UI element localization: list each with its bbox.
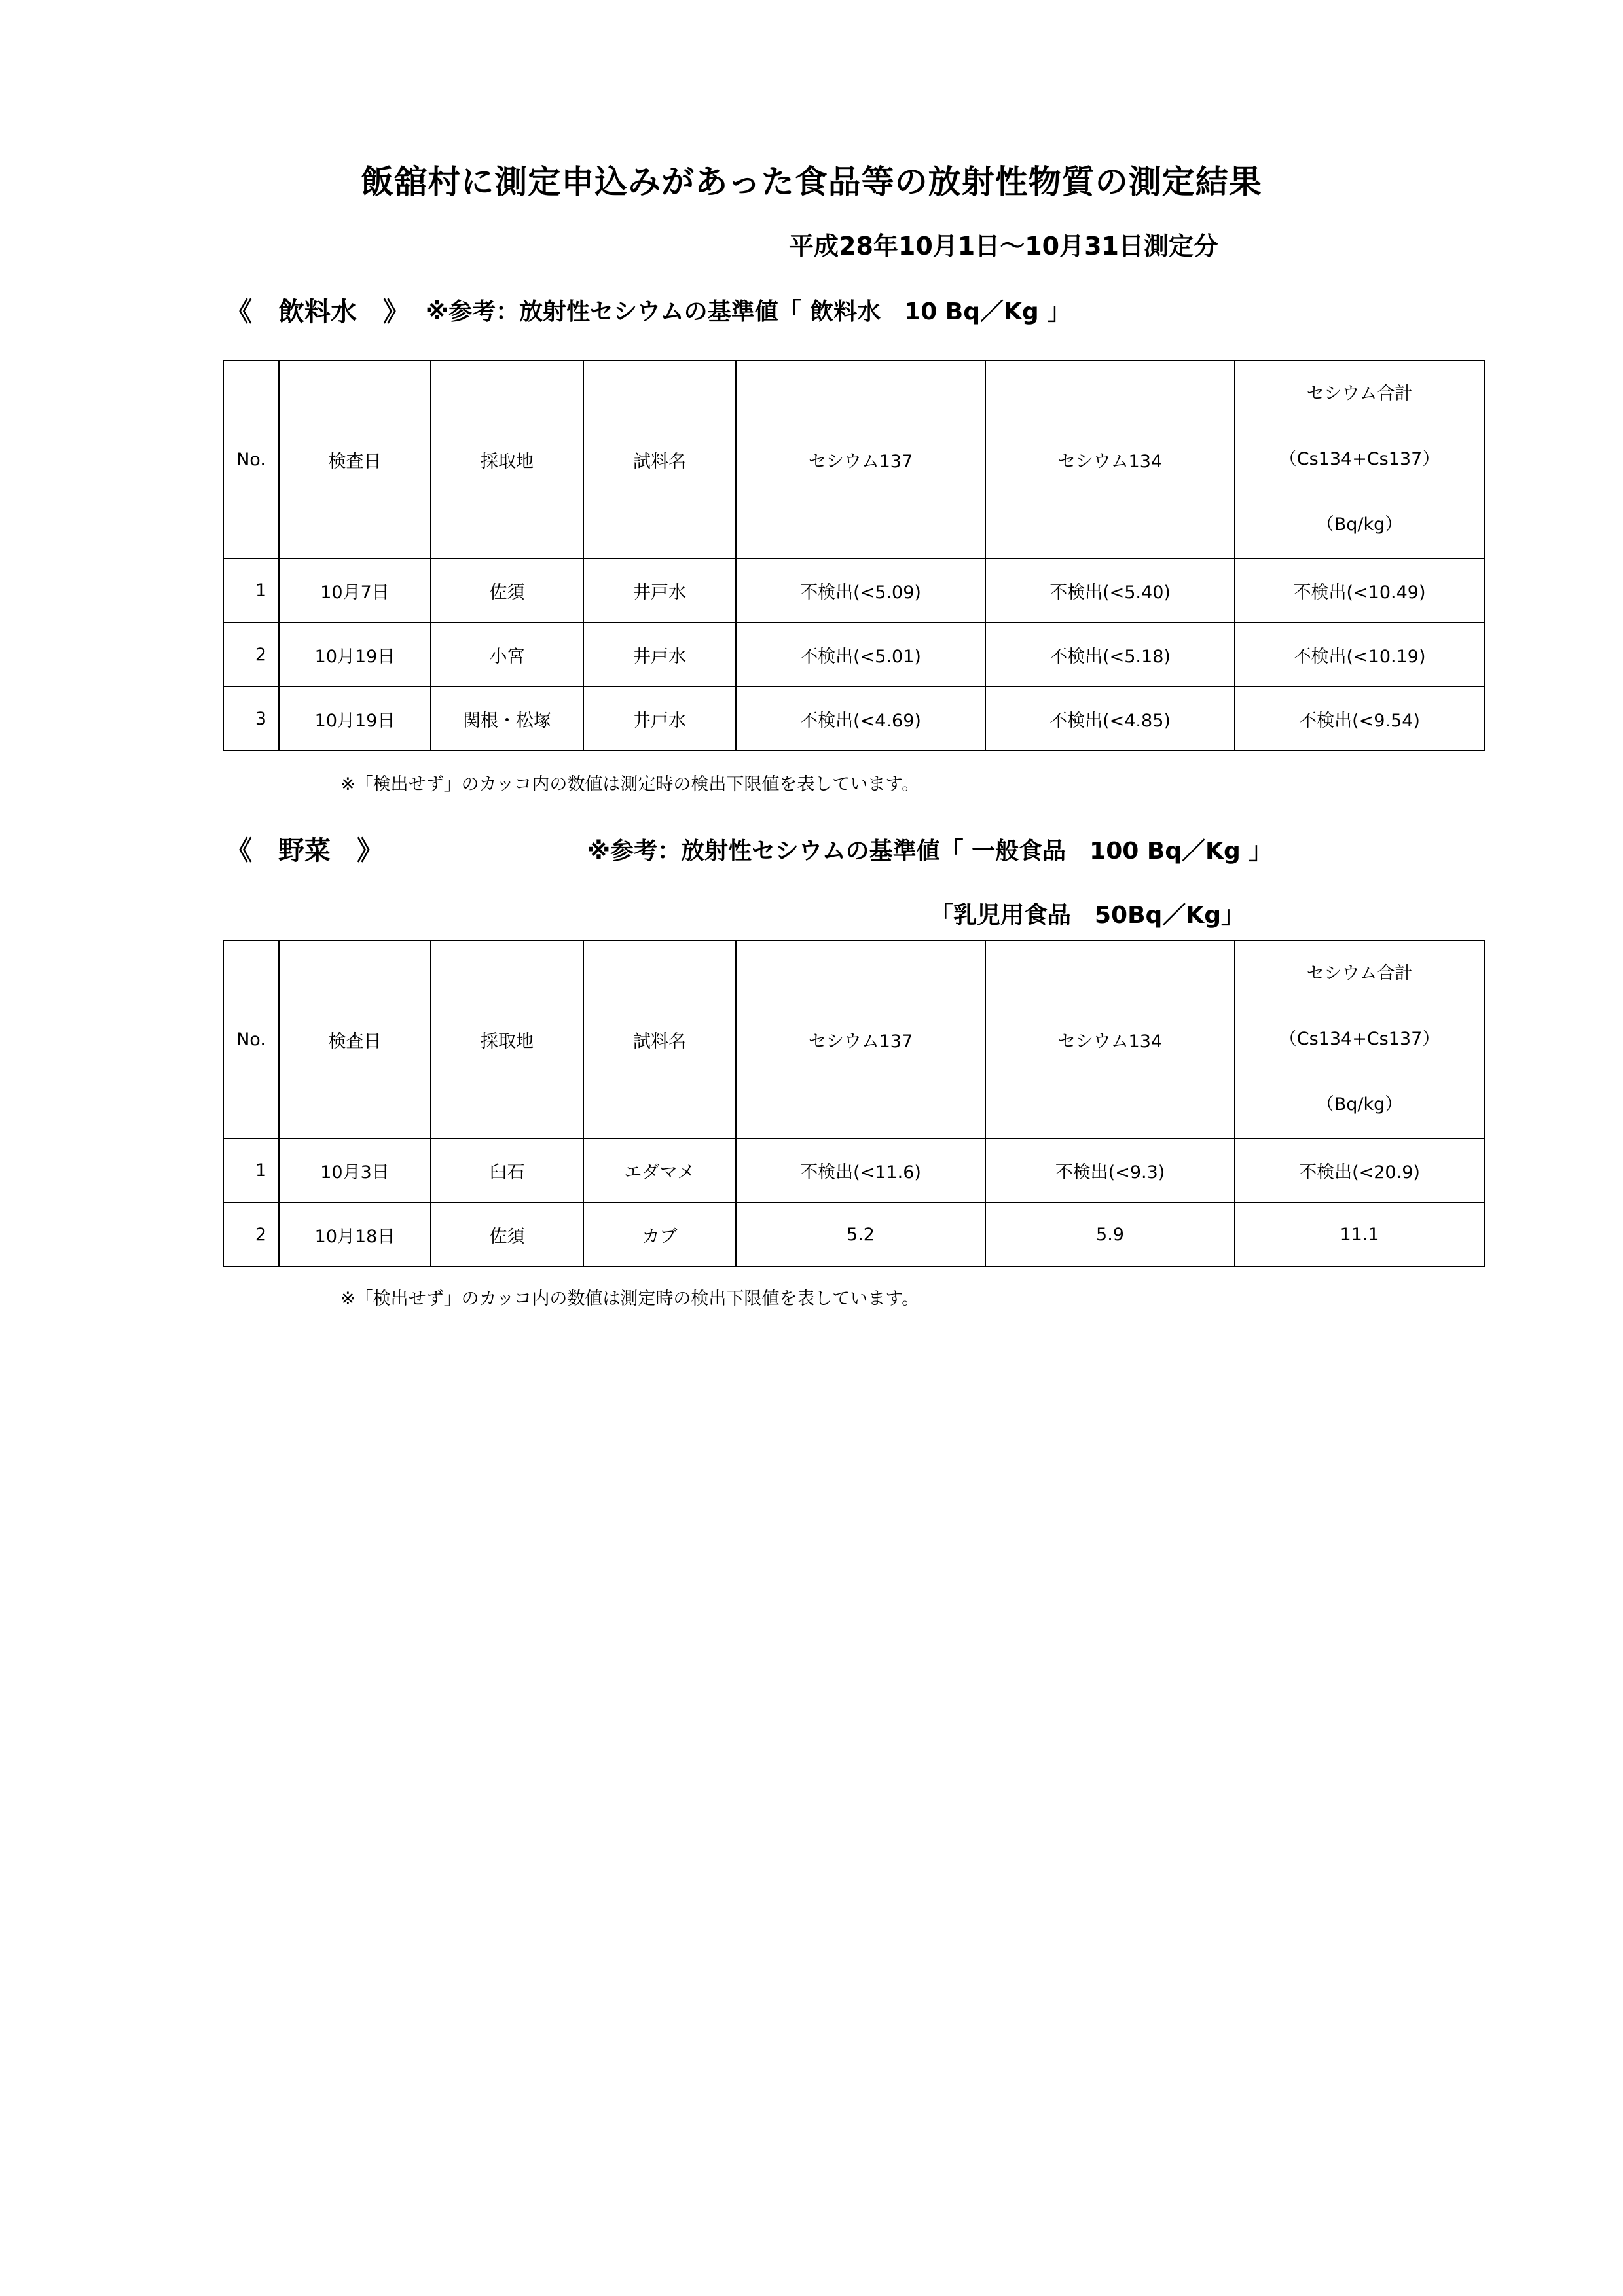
cell-total: 11.1 — [1235, 1202, 1484, 1266]
cell-cs137: 不検出(<5.09) — [736, 558, 985, 622]
cell-cs134: 不検出(<4.85) — [985, 687, 1235, 751]
cell-location: 関根・松塚 — [431, 687, 583, 751]
cell-no: 1 — [223, 1138, 279, 1202]
header-cs137: セシウム137 — [736, 941, 985, 1138]
cell-sample: 井戸水 — [583, 558, 736, 622]
measurement-period: 平成28年10月1日～10月31日測定分 — [789, 232, 1218, 260]
cell-total: 不検出(<9.54) — [1235, 687, 1484, 751]
vegetables-reference-infant: 「乳児用食品 50Bq／Kg」 — [930, 902, 1245, 929]
cell-sample: カブ — [583, 1202, 736, 1266]
table-row — [223, 687, 1484, 751]
header-location: 採取地 — [431, 361, 583, 558]
cell-cs137: 5.2 — [736, 1202, 985, 1266]
cell-total: 不検出(<10.49) — [1235, 558, 1484, 622]
cell-cs137: 不検出(<4.69) — [736, 687, 985, 751]
cell-no: 2 — [223, 1202, 279, 1266]
header-total-line2: （Cs134+Cs137） — [1279, 449, 1440, 469]
cell-total: 不検出(<20.9) — [1235, 1138, 1484, 1202]
header-sample: 試料名 — [583, 941, 736, 1138]
vegetables-table — [223, 940, 1485, 1267]
table-row — [223, 622, 1484, 687]
header-total-line2: （Cs134+Cs137） — [1279, 1029, 1440, 1049]
drinking-water-reference: ※参考：放射性セシウムの基準値「 飲料水 10 Bq／Kg 」 — [426, 298, 1071, 325]
cell-no: 3 — [223, 687, 279, 751]
header-total-line1: セシウム合計 — [1306, 963, 1413, 984]
cell-date: 10月7日 — [279, 558, 431, 622]
header-no: No. — [223, 361, 279, 558]
cell-cs137: 不検出(<5.01) — [736, 622, 985, 687]
vegetables-note: ※「検出せず」のカッコ内の数値は測定時の検出下限値を表しています。 — [340, 1289, 920, 1309]
header-cs134: セシウム134 — [985, 361, 1235, 558]
drinking-water-note: ※「検出せず」のカッコ内の数値は測定時の検出下限値を表しています。 — [340, 774, 920, 795]
table-row — [223, 1202, 1484, 1266]
header-cs134: セシウム134 — [985, 941, 1235, 1138]
cell-date: 10月19日 — [279, 687, 431, 751]
cell-sample: エダマメ — [583, 1138, 736, 1202]
table-row — [223, 558, 1484, 622]
cell-sample: 井戸水 — [583, 622, 736, 687]
table-header-row — [223, 361, 1484, 558]
cell-sample: 井戸水 — [583, 687, 736, 751]
cell-location: 佐須 — [431, 1202, 583, 1266]
header-date: 検査日 — [279, 361, 431, 558]
cell-no: 2 — [223, 622, 279, 687]
header-total-line3: （Bq/kg） — [1316, 514, 1403, 535]
vegetables-heading: 《 野菜 》 — [226, 836, 383, 866]
cell-total: 不検出(<10.19) — [1235, 622, 1484, 687]
table-row — [223, 1138, 1484, 1202]
cell-no: 1 — [223, 558, 279, 622]
page-title: 飯舘村に測定申込みがあった食品等の放射性物質の測定結果 — [361, 163, 1262, 201]
cell-date: 10月18日 — [279, 1202, 431, 1266]
header-cs137: セシウム137 — [736, 361, 985, 558]
header-no: No. — [223, 941, 279, 1138]
header-total — [1235, 361, 1484, 558]
cell-location: 小宮 — [431, 622, 583, 687]
header-total-line1: セシウム合計 — [1306, 384, 1413, 404]
cell-cs134: 不検出(<5.18) — [985, 622, 1235, 687]
cell-cs137: 不検出(<11.6) — [736, 1138, 985, 1202]
cell-cs134: 不検出(<5.40) — [985, 558, 1235, 622]
cell-cs134: 5.9 — [985, 1202, 1235, 1266]
cell-location: 佐須 — [431, 558, 583, 622]
drinking-water-table — [223, 360, 1485, 751]
header-total-line3: （Bq/kg） — [1316, 1094, 1403, 1115]
cell-location: 臼石 — [431, 1138, 583, 1202]
cell-date: 10月19日 — [279, 622, 431, 687]
table-header-row — [223, 941, 1484, 1138]
drinking-water-heading: 《 飲料水 》 — [226, 297, 409, 327]
header-sample: 試料名 — [583, 361, 736, 558]
vegetables-reference-general: ※参考：放射性セシウムの基準値「 一般食品 100 Bq／Kg 」 — [587, 838, 1273, 865]
header-date: 検査日 — [279, 941, 431, 1138]
cell-date: 10月3日 — [279, 1138, 431, 1202]
cell-cs134: 不検出(<9.3) — [985, 1138, 1235, 1202]
header-location: 採取地 — [431, 941, 583, 1138]
header-total — [1235, 941, 1484, 1138]
